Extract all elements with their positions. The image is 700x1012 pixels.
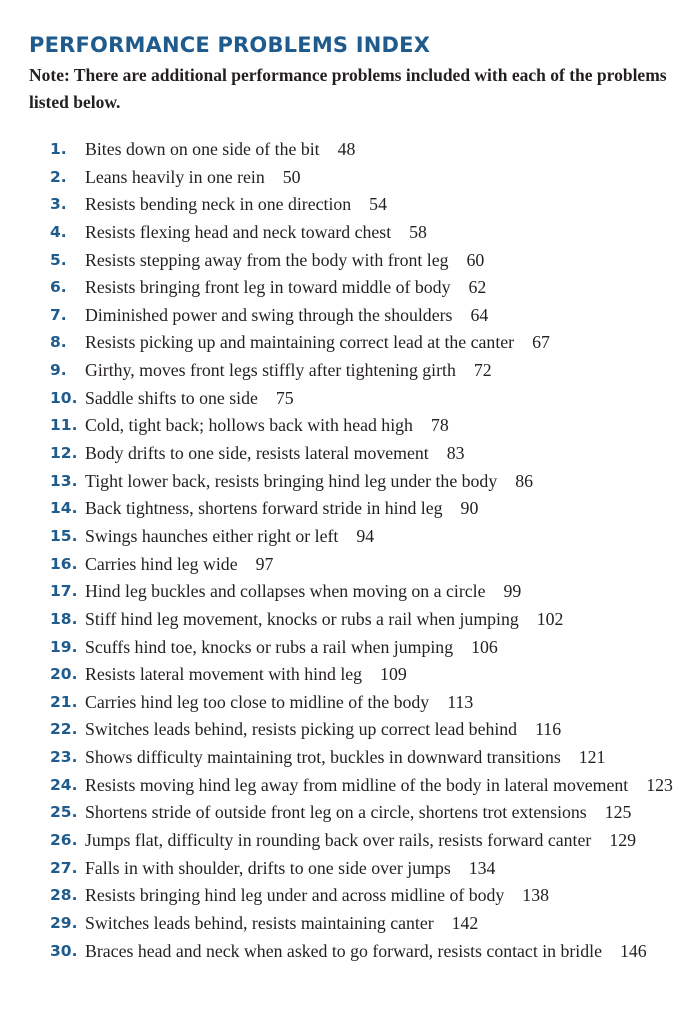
problem-description: Resists bringing hind leg under and across midline of body	[85, 885, 505, 906]
problem-entry	[85, 360, 492, 381]
problem-number: 14.	[50, 499, 78, 518]
problem-entry	[85, 139, 355, 160]
page-reference: 102	[536, 608, 564, 629]
page-reference: 146	[619, 940, 647, 961]
page-reference: 129	[609, 830, 636, 851]
problem-number: 20.	[50, 665, 78, 684]
page-reference: 83	[446, 443, 465, 464]
problem-number: 7.	[50, 305, 67, 324]
problem-number: 10.	[50, 388, 78, 407]
page-title: PERFORMANCE PROBLEMS INDEX	[29, 33, 431, 57]
problem-number: 16.	[50, 554, 78, 573]
problem-description: Leans heavily in one rein	[85, 166, 265, 187]
page-reference: 78	[430, 415, 449, 436]
list-item	[0, 387, 700, 415]
page-reference: 109	[380, 664, 407, 685]
problem-description: Resists bringing front leg in toward middle of body	[85, 277, 451, 298]
problem-entry	[85, 498, 478, 519]
problem-entry	[85, 471, 533, 492]
problem-description: Body drifts to one side, resists lateral movement	[85, 443, 429, 464]
problem-number: 8.	[50, 333, 67, 352]
problem-number: 17.	[50, 582, 78, 601]
page-reference: 75	[275, 387, 294, 408]
page-reference: 123	[646, 774, 673, 795]
problem-entry	[85, 885, 549, 906]
problem-description: Swings haunches either right or left	[85, 525, 339, 546]
list-item	[0, 580, 700, 608]
page-reference: 86	[515, 470, 533, 491]
problem-entry	[85, 581, 521, 602]
problem-number: 5.	[50, 250, 67, 269]
problem-number: 27.	[50, 858, 78, 877]
problem-description: Resists flexing head and neck toward chest	[85, 221, 392, 242]
list-item	[0, 249, 700, 277]
problem-number: 11.	[50, 416, 78, 435]
problem-entry	[85, 830, 636, 851]
problem-number: 25.	[50, 803, 78, 822]
problem-entry	[85, 747, 605, 768]
problem-description: Resists moving hind leg away from midline of the body in lateral movement	[85, 774, 629, 795]
problem-number: 13.	[50, 471, 78, 490]
problem-number: 22.	[50, 720, 78, 739]
list-item	[0, 442, 700, 470]
problem-entry	[85, 194, 387, 215]
problem-description: Resists stepping away from the body with front leg	[85, 249, 449, 270]
problem-description: Braces head and neck when asked to go forward, resists contact in bridle	[85, 940, 602, 961]
page-reference: 94	[356, 525, 375, 546]
page-reference: 106	[471, 636, 498, 657]
list-item	[0, 857, 700, 885]
problem-number: 28.	[50, 886, 78, 905]
problem-entry	[85, 719, 561, 740]
problem-description: Diminished power and swing through the shoulders	[85, 304, 453, 325]
problem-description: Hind leg buckles and collapses when moving on a circle	[85, 581, 486, 602]
problem-entry	[85, 554, 273, 575]
list-item	[0, 331, 700, 359]
problem-number: 1.	[50, 140, 67, 158]
list-item	[0, 525, 700, 553]
page-reference: 62	[468, 277, 487, 298]
problem-entry	[85, 692, 473, 713]
list-item	[0, 553, 700, 581]
page-reference: 138	[522, 885, 549, 906]
list-item	[0, 829, 700, 857]
problem-entry	[85, 250, 484, 271]
problem-entry	[85, 277, 486, 298]
list-item	[0, 470, 700, 498]
problem-number: 19.	[50, 637, 78, 656]
list-item	[0, 166, 700, 194]
problem-number: 15.	[50, 526, 78, 545]
problem-entry	[85, 415, 449, 436]
list-item	[0, 884, 700, 912]
problem-number: 29.	[50, 913, 78, 932]
page-reference: 113	[447, 691, 474, 712]
page-reference: 121	[578, 747, 606, 768]
page-reference: 116	[535, 719, 562, 740]
problem-entry	[85, 526, 374, 547]
problem-number: 12.	[50, 444, 78, 463]
list-item	[0, 193, 700, 221]
problem-description: Tight lower back, resists bringing hind leg under the body	[85, 470, 498, 491]
problem-description: Scuffs hind toe, knocks or rubs a rail when jumping	[85, 636, 454, 657]
problem-number: 30.	[50, 941, 78, 960]
list-item	[0, 940, 700, 968]
problem-entry	[85, 443, 465, 464]
problem-entry	[85, 637, 498, 658]
problem-number: 3.	[50, 195, 67, 214]
problem-entry	[85, 913, 478, 934]
problem-description: Carries hind leg wide	[85, 553, 238, 574]
page-reference: 97	[255, 553, 274, 574]
problem-entry	[85, 802, 631, 823]
problem-number: 23.	[50, 748, 78, 767]
list-item	[0, 608, 700, 636]
problem-description: Switches leads behind, resists maintaining canter	[85, 912, 434, 933]
page-reference: 48	[337, 139, 356, 159]
problem-number: 4.	[50, 222, 67, 241]
page-reference: 99	[503, 581, 522, 602]
problem-description: Carries hind leg too close to midline of the body	[85, 691, 430, 712]
problem-description: Jumps flat, difficulty in rounding back over rails, resists forward canter	[85, 830, 592, 851]
problem-entry	[85, 609, 563, 630]
problem-description: Bites down on one side of the bit	[85, 139, 320, 159]
problem-entry	[85, 941, 647, 962]
problem-description: Stiff hind leg movement, knocks or rubs a rail when jumping	[85, 608, 519, 629]
problem-entry	[85, 332, 550, 353]
problem-description: Saddle shifts to one side	[85, 387, 258, 408]
problem-entry	[85, 305, 488, 326]
problem-description: Back tightness, shortens forward stride in hind leg	[85, 498, 443, 519]
page-reference: 60	[466, 249, 485, 270]
problem-entry	[85, 222, 427, 243]
list-item	[0, 497, 700, 525]
list-item	[0, 663, 700, 691]
index-note: Note: There are additional performance problems included with each of the problems listed below.	[29, 65, 667, 112]
page-reference: 64	[470, 304, 489, 325]
problem-description: Cold, tight back; hollows back with head high	[85, 415, 413, 436]
page-reference: 67	[532, 332, 550, 353]
list-item	[0, 718, 700, 746]
problem-number: 2.	[50, 167, 67, 186]
problem-description: Shows difficulty maintaining trot, buckles in downward transitions	[85, 747, 561, 768]
problem-number: 6.	[50, 278, 67, 297]
list-item	[0, 774, 700, 802]
page-reference: 54	[369, 194, 387, 215]
problem-number: 24.	[50, 775, 78, 794]
page-reference: 50	[282, 166, 301, 187]
list-item	[0, 276, 700, 304]
page-reference: 142	[451, 912, 479, 933]
problem-entry	[85, 388, 294, 409]
list-item	[0, 636, 700, 664]
list-item	[0, 359, 700, 387]
list-item	[0, 414, 700, 442]
problem-description: Shortens stride of outside front leg on a circle, shortens trot extensions	[85, 802, 587, 823]
list-item	[0, 746, 700, 774]
problem-description: Switches leads behind, resists picking up correct lead behind	[85, 719, 518, 740]
problem-entry	[85, 167, 301, 188]
problem-description: Resists lateral movement with hind leg	[85, 664, 363, 685]
problem-description: Falls in with shoulder, drifts to one side over jumps	[85, 857, 451, 878]
problem-number: 18.	[50, 609, 78, 628]
page-reference: 90	[460, 498, 479, 519]
page-reference: 72	[473, 360, 492, 381]
problem-number: 21.	[50, 692, 78, 711]
list-item	[0, 801, 700, 829]
problem-description: Resists picking up and maintaining correct lead at the canter	[85, 332, 515, 353]
problem-entry	[85, 858, 495, 879]
problem-entry	[85, 775, 673, 796]
page-reference: 58	[409, 221, 427, 242]
problem-number: 26.	[50, 831, 78, 850]
list-item	[0, 221, 700, 249]
problems-list	[0, 138, 700, 967]
problem-description: Resists bending neck in one direction	[85, 194, 352, 215]
list-item	[0, 691, 700, 719]
list-item	[0, 304, 700, 332]
list-item	[0, 912, 700, 940]
page-reference: 134	[468, 857, 496, 878]
problem-number: 9.	[50, 361, 67, 380]
page-reference: 125	[604, 802, 632, 823]
list-item	[0, 138, 700, 166]
problem-entry	[85, 664, 407, 685]
problem-description: Girthy, moves front legs stiffly after tightening girth	[85, 360, 456, 381]
